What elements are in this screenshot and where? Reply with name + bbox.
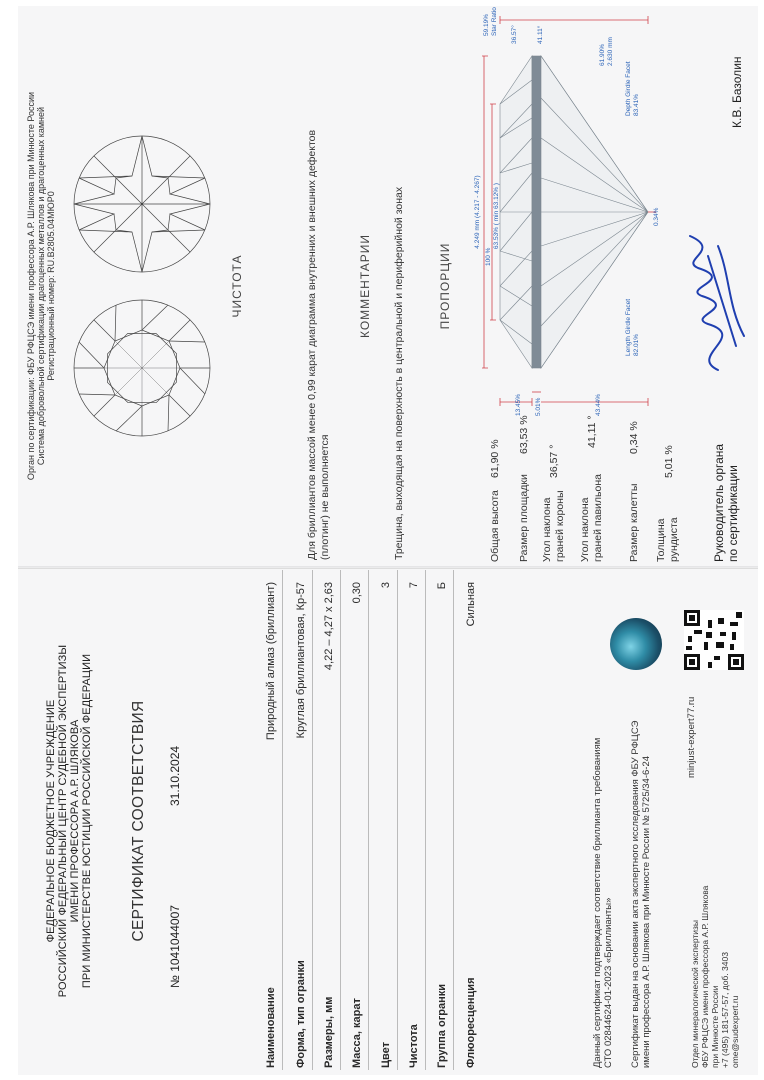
pavilion-view-diagram [74, 136, 210, 272]
proportion-label: Толщина рундиста [655, 517, 680, 562]
row-label: Масса, карат [351, 998, 363, 1068]
org-line: Система добровольной сертификации драгоценных металлов и драгоценных камней [36, 106, 46, 466]
website-link[interactable]: minjust-expert77.ru [686, 696, 697, 778]
girdle-band [532, 56, 541, 368]
row-divider [368, 570, 369, 1070]
row-value: 3 [380, 582, 392, 589]
pavilion-angle-label: 41.11° [537, 25, 544, 44]
head-of-certification-label [712, 444, 740, 562]
clarity-note-line: Для бриллиантов массой менее 0,99 карат диаграмма внутренних и внешних дефектов [306, 129, 318, 560]
row-divider [397, 570, 398, 1070]
contact-block [690, 886, 740, 1068]
contact-phone: +7 (495) 181-57-57, доб. 3403 [720, 952, 730, 1068]
hologram-seal-icon [610, 618, 662, 670]
row-divider [340, 570, 341, 1070]
header-line: РОССИЙСКИЙ ФЕДЕРАЛЬНЫЙ ЦЕНТР СУДЕБНОЙ ЭКСПЕРТИЗЫ [57, 644, 69, 998]
row-divider [453, 570, 454, 1070]
clarity-note [306, 130, 332, 560]
header-line: ПРИ МИНИСТЕРСТВЕ ЮСТИЦИИ РОССИЙСКОЙ ФЕДЕРАЦИИ [81, 653, 93, 989]
crown-view-diagram [74, 300, 210, 436]
crown-angle-label: 36.57° [511, 25, 518, 44]
proportion-value: 61,90 % [489, 439, 501, 478]
certificate-title: СЕРТИФИКАТ СООТВЕТСТВИЯ [130, 700, 147, 942]
contact-line: Отдел минералогической экспертизы [690, 919, 700, 1068]
culet-label: 0.34% [653, 207, 660, 226]
depth-facet-label: Depth Girdle Facet [625, 61, 632, 116]
row-label: Форма, тип огранки [295, 960, 307, 1068]
org-line: Регистрационный номер: RU.B2805.04МЮР0 [46, 191, 56, 381]
proportion-value: 63,53 % [518, 415, 530, 454]
right-page-content [18, 6, 758, 566]
row-value: Круглая бриллиантовая, Кр-57 [295, 582, 307, 739]
row-value: Сильная [465, 582, 477, 627]
basis-line: имени профессора А.Р. Шлякова при Минюсте России № 5725/34-6-24 [641, 755, 652, 1068]
org-line: Орган по сертификации: ФБУ РФЦСЭ имени профессора А.Р. Шлякова при Минюсте России [26, 91, 36, 481]
certificate-number: № 1041044007 [168, 905, 182, 988]
row-label: Группа огранки [436, 983, 448, 1068]
girdle-facet-label: Length Girdle Facet [625, 298, 632, 356]
proportion-value: 41,11 ° [586, 415, 598, 448]
proportion-value: 0,34 % [628, 421, 640, 454]
row-label: Флюоресценция [465, 977, 477, 1068]
row-value: 7 [408, 582, 420, 589]
head-name: К.В. Базолин [730, 56, 744, 128]
width-pct-label: 100 % [485, 247, 492, 266]
qr-code-icon[interactable] [684, 610, 744, 670]
proportion-label: Угол наклона граней павильона [579, 474, 604, 562]
comment-text: Трещина, выходящая на поверхность в центральной и периферийной зонах [393, 186, 405, 560]
proportion-label: Угол наклона граней короны [541, 490, 566, 562]
contact-line: ФБУ РФЦСЭ имени профессора А.Р. Шлякова [700, 885, 710, 1068]
row-value: 4,22 – 4,27 x 2,63 [323, 582, 335, 671]
star-ratio-label: Star Ratio [491, 7, 498, 36]
row-value: Природный алмаз (бриллиант) [265, 582, 277, 741]
statement-line: СТО 02844624-01-2023 «Бриллианты» [603, 897, 614, 1068]
row-divider [282, 570, 283, 1070]
proportion-value: 5,01 % [663, 445, 675, 478]
handwritten-signature [678, 226, 758, 376]
head-label-line: по сертификации [726, 465, 740, 562]
left-page-content [18, 568, 758, 1074]
row-label: Цвет [380, 1041, 392, 1068]
depth-facet-value: 83.41% [633, 93, 640, 116]
contact-email[interactable]: ome@sudexpert.ru [730, 995, 740, 1068]
certificate-basis [630, 721, 652, 1068]
width-mm-label: 4.249 mm (4.217 - 4.267) [474, 175, 481, 249]
head-label-line: Руководитель органа [712, 443, 726, 562]
clarity-title: ЧИСТОТА [230, 254, 244, 318]
crown-height-label: 13.45% [515, 393, 522, 416]
contact-line: при Минюсте России [710, 985, 720, 1068]
girdle-facet-value: 82.01% [633, 333, 640, 356]
star-ratio-value: 59.19% [483, 13, 490, 36]
girdle-label: 5.01% [535, 397, 542, 416]
proportions-title: ПРОПОРЦИИ [438, 242, 452, 330]
compliance-statement [592, 738, 614, 1068]
proportion-label: Размер площадки [518, 474, 530, 562]
header-line: ИМЕНИ ПРОФЕССОРА А.Р. ШЛЯКОВА [69, 719, 81, 923]
clarity-note-line: (плотинг) не выполняется [319, 434, 331, 560]
row-value: Б [436, 582, 448, 590]
row-label: Чистота [408, 1024, 420, 1068]
certificate-date: 31.10.2024 [168, 745, 182, 806]
clarity-diagrams [62, 126, 222, 446]
table-pct-label: 63.53% ( min 63.12% ) [493, 182, 500, 250]
proportion-label: Общая высота [489, 490, 501, 562]
org-header [45, 568, 93, 1074]
row-label: Размеры, мм [323, 996, 335, 1068]
pavilion-depth-label: 43.44% [595, 393, 602, 416]
certification-body-info [26, 6, 56, 566]
basis-line: Сертификат выдан на основании акта экспертного исследования ФБУ РФЦСЭ [630, 720, 641, 1068]
proportions-diagram [474, 4, 660, 416]
row-divider [425, 570, 426, 1070]
header-line: ФЕДЕРАЛЬНОЕ БЮДЖЕТНОЕ УЧРЕЖДЕНИЕ [45, 699, 57, 943]
comments-title: КОММЕНТАРИИ [358, 233, 372, 339]
statement-line: Данный сертификат подтверждает соответствие бриллианта требованиям [592, 737, 603, 1068]
row-value: 0,30 [351, 582, 363, 604]
total-depth-label: 61.90% [599, 43, 606, 66]
row-divider [312, 570, 313, 1070]
proportion-value: 36,57 ° [548, 444, 560, 478]
row-label: Наименование [265, 987, 277, 1068]
total-depth-mm-label: 2.630 mm [607, 37, 614, 66]
proportion-label: Размер калетты [628, 483, 640, 562]
